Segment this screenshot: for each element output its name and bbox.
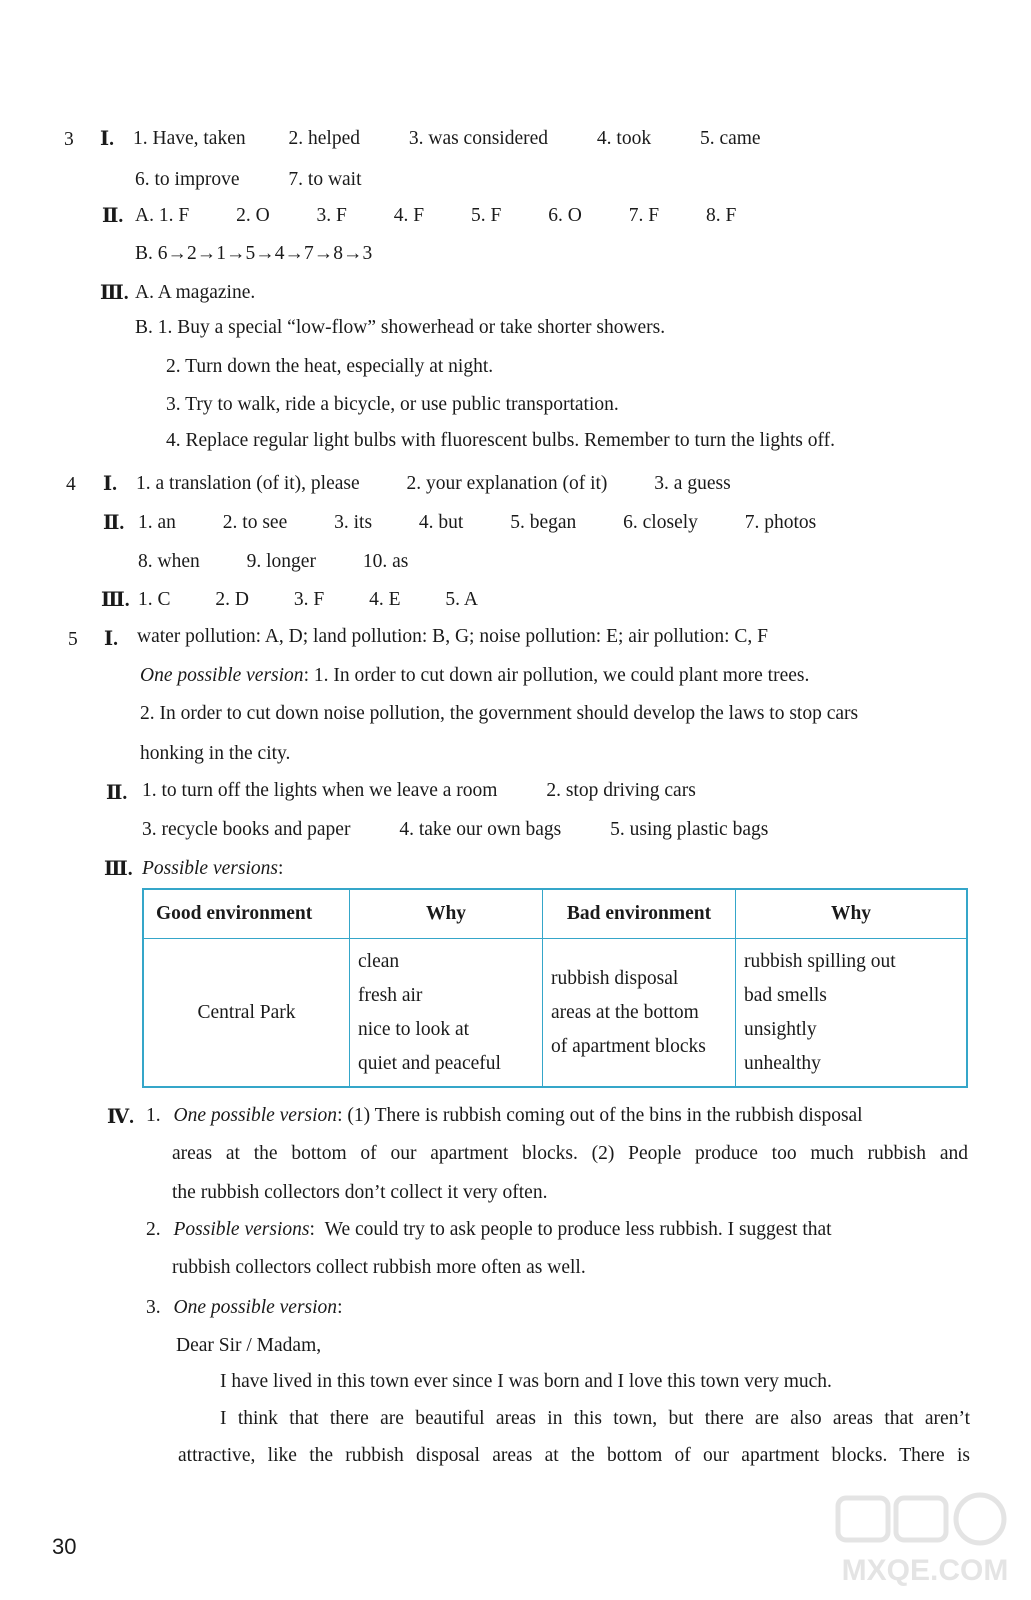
table-row [143, 939, 967, 1088]
answer: 2. O [236, 205, 270, 226]
roman-numeral: Ⅲ. [104, 859, 133, 880]
table-header: Why [736, 889, 968, 939]
section-3-number: 3 [64, 129, 74, 150]
answer: 8. when [138, 551, 200, 572]
table-header-row [143, 889, 967, 939]
item-number: 3. [146, 1297, 161, 1318]
answer: water pollution: A, D; land pollution: B, G; noise pollution: E; air pollution: C, F [137, 626, 769, 647]
answer: 2. In order to cut down noise pollution, the government should develop the laws to stop cars [140, 703, 859, 724]
cell-line: clean [358, 950, 400, 972]
watermark-logo [830, 1490, 1020, 1590]
table-cell [736, 939, 968, 1088]
roman-numeral: Ⅲ. [101, 590, 130, 611]
letter-line: I have lived in this town ever since I was born and I love this town very much. [220, 1371, 832, 1392]
answer: 2. Turn down the heat, especially at night. [166, 356, 494, 377]
answer: 3. was considered [408, 128, 549, 149]
answer: 4. E [369, 589, 401, 610]
answer-row [138, 511, 816, 535]
cell-line: rubbish disposal [551, 967, 679, 989]
answer: 7. to wait [288, 169, 362, 190]
answer: 4. Replace regular light bulbs with fluorescent bulbs. Remember to turn the lights off. [166, 430, 835, 451]
answer: 7. F [628, 205, 660, 226]
letter-line: attractive, like the rubbish disposal areas at the bottom of our apartment blocks. There is [178, 1445, 970, 1466]
answer: 9. longer [246, 551, 316, 572]
answer: 1. a translation (of it), please [136, 473, 360, 494]
answer: 3. F [293, 589, 325, 610]
roman-numeral: Ⅱ. [106, 783, 128, 804]
answer: 6. O [548, 205, 582, 226]
page-number: 30 [52, 1534, 77, 1559]
cell-line: nice to look at [358, 1018, 470, 1040]
answer: 6. closely [623, 512, 698, 533]
answer: A. A magazine. [135, 282, 256, 303]
answer: 2. stop driving cars [546, 780, 696, 801]
answer: 3. F [316, 205, 347, 226]
version-label: One possible version [173, 1297, 338, 1318]
answer-row: One possible version: 1. In order to cut down air pollution, we could plant more trees. [140, 665, 810, 686]
answer: 5. came [699, 128, 761, 149]
answer-row [142, 818, 768, 842]
answer: 3. a guess [654, 473, 731, 494]
cell-line: quiet and peaceful [358, 1052, 501, 1074]
version-label: Possible versions [142, 858, 278, 879]
answer: 3. its [334, 512, 373, 533]
answer-row [142, 779, 696, 803]
answer: 5. using plastic bags [610, 819, 769, 840]
answer: 10. as [362, 551, 409, 572]
roman-numeral: Ⅱ. [103, 513, 125, 534]
answer: 2. D [215, 589, 249, 610]
answer: We could try to ask people to produce less rubbish. I suggest that [324, 1219, 832, 1240]
cell-line: of apartment blocks [551, 1035, 706, 1057]
answer: 5. F [471, 205, 502, 226]
answer-row [138, 588, 478, 612]
section-4-number: 4 [66, 474, 76, 495]
answer-row [135, 168, 362, 192]
answer-row: Possible versions: [142, 858, 284, 879]
version-label: One possible version [140, 665, 304, 686]
table-cell [350, 939, 543, 1088]
answer: 1. In order to cut down air pollution, we could plant more trees. [313, 665, 810, 686]
cell-line: unsightly [744, 1018, 817, 1040]
answer: 3. recycle books and paper [142, 819, 351, 840]
answer: 1. Have, taken [133, 128, 246, 149]
answer: rubbish collectors collect rubbish more often as well. [172, 1257, 586, 1278]
answer: 4. took [596, 128, 652, 149]
answer: 5. began [510, 512, 577, 533]
item-number: 2. [146, 1219, 161, 1240]
answer: 5. A [445, 589, 478, 610]
roman-numeral: Ⅳ. [107, 1107, 135, 1128]
answer-row: 2. Possible versions: We could try to ask people to produce less rubbish. I suggest that [146, 1219, 832, 1240]
answer: B. 1. Buy a special “low-flow” showerhead or take shorter showers. [135, 317, 666, 338]
cell-line: unhealthy [744, 1052, 821, 1074]
table-cell [543, 939, 736, 1088]
environment-table [142, 888, 968, 1088]
cell-line: bad smells [744, 984, 827, 1006]
cell-line: rubbish spilling out [744, 950, 896, 972]
roman-numeral: Ⅰ. [103, 474, 117, 495]
table-cell: Central Park [143, 939, 350, 1088]
answer: areas at the bottom of our apartment blocks. (2) People produce too much rubbish and [172, 1143, 968, 1164]
answer: 3. Try to walk, ride a bicycle, or use public transportation. [166, 394, 619, 415]
roman-numeral: Ⅰ. [100, 129, 114, 150]
answer: 4. F [393, 205, 425, 226]
answer: A. 1. F [135, 205, 190, 226]
answer: 7. photos [744, 512, 817, 533]
item-number: 1. [146, 1105, 161, 1126]
sequence-answer: B. 6→2→1→5→4→7→8→3 [135, 243, 373, 264]
answer-row: 3. One possible version: [146, 1297, 343, 1318]
table-header: Good environment [143, 889, 350, 939]
section-5-number: 5 [68, 629, 78, 650]
version-label: One possible version [173, 1105, 338, 1126]
answer: 2. helped [288, 128, 360, 149]
answer: 2. your explanation (of it) [406, 473, 608, 494]
watermark-text: MXQE.COM [841, 1554, 1009, 1587]
answer-row [136, 472, 731, 496]
answer: 1. an [138, 512, 176, 533]
answer: 6. to improve [135, 169, 240, 190]
letter-line: I think that there are beautiful areas in this town, but there are also areas that aren’t [220, 1408, 970, 1429]
cell-line: areas at the bottom [551, 1001, 699, 1023]
answer-row [135, 204, 736, 228]
answer-row [138, 550, 408, 574]
answer: 1. to turn off the lights when we leave a room [142, 780, 498, 801]
table-header: Why [350, 889, 543, 939]
answer: 1. C [138, 589, 171, 610]
roman-numeral: Ⅲ. [100, 283, 129, 304]
answer: 8. F [705, 205, 737, 226]
answer: (1) There is rubbish coming out of the bins in the rubbish disposal [347, 1105, 863, 1126]
roman-numeral: Ⅱ. [102, 206, 124, 227]
answer-row: 1. One possible version: (1) There is rubbish coming out of the bins in the rubbish disposal [146, 1105, 863, 1126]
table-header: Bad environment [543, 889, 736, 939]
answer: 2. to see [222, 512, 288, 533]
version-label: Possible versions [173, 1219, 310, 1240]
letter-greeting: Dear Sir / Madam, [176, 1335, 322, 1356]
answer-row [133, 127, 761, 151]
answer: 4. take our own bags [399, 819, 562, 840]
roman-numeral: Ⅰ. [104, 629, 118, 650]
answer: 4. but [418, 512, 464, 533]
cell-line: fresh air [358, 984, 423, 1006]
answer: the rubbish collectors don’t collect it very often. [172, 1182, 548, 1203]
answer: honking in the city. [140, 743, 291, 764]
